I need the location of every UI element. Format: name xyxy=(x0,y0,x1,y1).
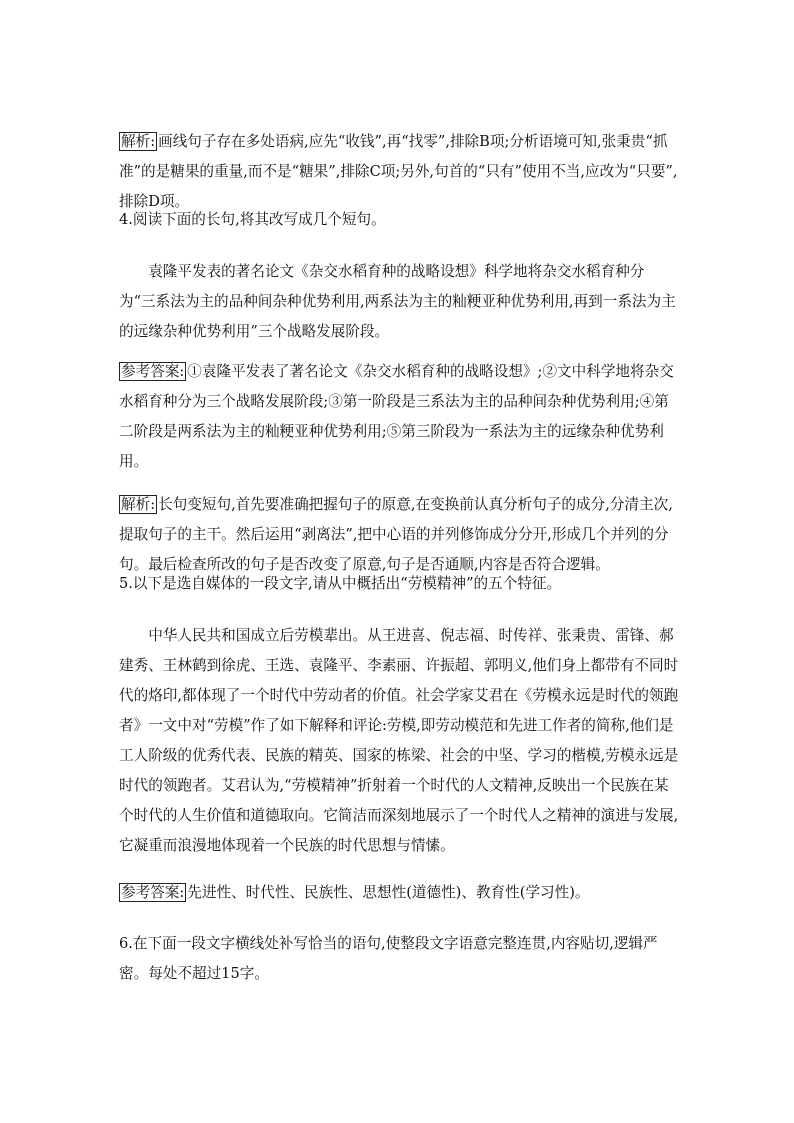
analysis-paragraph-1 xyxy=(119,127,681,217)
answer-text: 先进性、时代性、民族性、思想性(道德性)、教育性(学习性)。 xyxy=(187,884,590,901)
paragraph-text: 袁隆平发表的著名论文《杂交水稻育种的战略设想》科学地将杂交水稻育种分为“三系法为主的品种间杂种优势利用,两系法为主的籼粳亚种优势利用,再到一系法为主的远缘杂种优势利用”三个战略发展阶段。 xyxy=(119,263,676,340)
question-text: 6.在下面一段文字横线处补写恰当的语句,使整段文字语意完整连贯,内容贴切,逻辑严密。每处不超过15字。 xyxy=(119,935,658,982)
media-paragraph xyxy=(119,621,681,861)
question-text: 5.以下是选自媒体的一段文字,请从中概括出“劳模精神”的五个特征。 xyxy=(119,575,562,592)
question-6 xyxy=(119,929,681,989)
answer-text: ①袁隆平发表了著名论文《杂交水稻育种的战略设想》;②文中科学地将杂交水稻育种分为三个战略发展阶段;③第一阶段是三系法为主的品种间杂种优势利用;④第二阶段是两系法为主的籼粳亚种优势利用;⑤第三阶段为一系法为主的远缘杂种优势利用。 xyxy=(119,363,674,470)
question-text: 4.阅读下面的长句,将其改写成几个短句。 xyxy=(119,211,386,228)
analysis-label: 解析: xyxy=(121,496,156,513)
answer-label: 参考答案: xyxy=(121,363,185,380)
answer-paragraph-4 xyxy=(119,357,681,477)
analysis-text: 画线句子存在多处语病,应先“收钱”,再“找零”,排除B项;分析语境可知,张秉贵“抓准”的是糖果的重量,而不是“糖果”,排除C项;另外,句首的“只有”使用不当,应改为“只要”,排除D项。 xyxy=(119,133,678,210)
answer-paragraph-5 xyxy=(119,878,681,908)
long-sentence-paragraph xyxy=(119,257,681,347)
analysis-label: 解析: xyxy=(121,133,156,150)
question-4 xyxy=(119,205,681,235)
analysis-text: 长句变短句,首先要准确把握句子的原意,在变换前认真分析句子的成分,分清主次,提取句子的主干。然后运用“剥离法”,把中心语的并列修饰成分分开,形成几个并列的分句。最后检查所改的句子是否改变了原意,句子是否通顺,内容是否符合逻辑。 xyxy=(119,496,673,573)
question-5 xyxy=(119,569,681,599)
analysis-paragraph-4 xyxy=(119,490,681,580)
answer-label: 参考答案: xyxy=(121,884,185,901)
paragraph-text: 中华人民共和国成立后劳模辈出。从王进喜、倪志福、时传祥、张秉贵、雷锋、郝建秀、王林鹤到徐虎、王选、袁隆平、李素丽、许振超、郭明义,他们身上都带有不同时代的烙印,都体现了一个时代中劳动者的价值。社会学家艾君在《劳模永远是时代的领跑者》一文中对“劳模”作了如下解释和评论:劳模,即劳动模范和先进工作者的简称,他们是工人阶级的优秀代表、民族的精英、国家的栋梁、社会的中坚、学习的楷模,劳模永远是时代的领跑者。艾君认为,“劳模精神”折射着一个时代的人文精神,反映出一个民族在某个时代的人生价值和道德取向。它简洁而深刻地展示了一个时代人之精神的演进与发展,它凝重而浪漫地体现着一个民族的时代思想与情愫。 xyxy=(119,627,679,854)
